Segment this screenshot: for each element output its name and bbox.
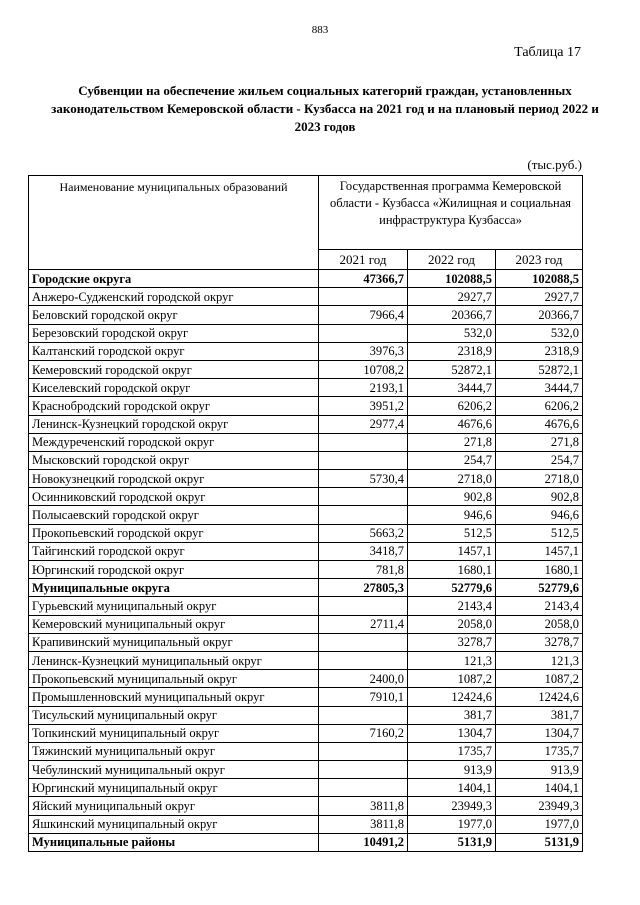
cell-2022: 512,5 <box>408 524 496 542</box>
table-row <box>29 651 583 669</box>
cell-2021: 47366,7 <box>319 270 408 288</box>
cell-2021: 2400,0 <box>319 670 408 688</box>
page-number: 883 <box>311 24 329 36</box>
cell-2022: 12424,6 <box>408 688 496 706</box>
cell-name: Чебулинский муниципальный округ <box>29 761 319 779</box>
cell-2022: 1680,1 <box>408 561 496 579</box>
cell-2022: 3278,7 <box>408 633 496 651</box>
cell-name: Крапивинский муниципальный округ <box>29 633 319 651</box>
cell-2023: 102088,5 <box>496 270 583 288</box>
cell-2022: 1457,1 <box>408 542 496 560</box>
cell-name: Прокопьевский муниципальный округ <box>29 670 319 688</box>
cell-2021 <box>319 433 408 451</box>
cell-2022: 52779,6 <box>408 579 496 597</box>
table-row <box>29 433 583 451</box>
cell-name: Анжеро-Судженский городской округ <box>29 288 319 306</box>
table-row <box>29 670 583 688</box>
cell-2021 <box>319 761 408 779</box>
cell-2023: 271,8 <box>496 433 583 451</box>
cell-2022: 1977,0 <box>408 815 496 833</box>
cell-2022: 913,9 <box>408 761 496 779</box>
cell-2022: 3444,7 <box>408 379 496 397</box>
table-row <box>29 524 583 542</box>
table-row <box>29 761 583 779</box>
table-row <box>29 306 583 324</box>
cell-2022: 2318,9 <box>408 342 496 360</box>
table-row <box>29 488 583 506</box>
table-row-group-total <box>29 579 583 597</box>
cell-name: Кемеровский муниципальный округ <box>29 615 319 633</box>
cell-name: Краснобродский городской округ <box>29 397 319 415</box>
cell-2023: 4676,6 <box>496 415 583 433</box>
table-row <box>29 597 583 615</box>
cell-2022: 23949,3 <box>408 797 496 815</box>
cell-2023: 532,0 <box>496 324 583 342</box>
cell-2021: 3418,7 <box>319 542 408 560</box>
cell-name: Кемеровский городской округ <box>29 360 319 378</box>
cell-2022: 52872,1 <box>408 360 496 378</box>
cell-2023: 121,3 <box>496 651 583 669</box>
cell-2023: 1735,7 <box>496 742 583 760</box>
table-row <box>29 415 583 433</box>
table-row <box>29 379 583 397</box>
cell-2023: 23949,3 <box>496 797 583 815</box>
cell-name: Гурьевский муниципальный округ <box>29 597 319 615</box>
subventions-table <box>28 175 583 852</box>
cell-2021: 10491,2 <box>319 833 408 851</box>
table-row <box>29 451 583 469</box>
table-row <box>29 688 583 706</box>
cell-2023: 12424,6 <box>496 688 583 706</box>
column-header-program: Государственная программа Кемеровской области - Кузбасса «Жилищная и социальная инфраструктура Кузбасса» <box>319 176 583 250</box>
cell-name: Промышленновский муниципальный округ <box>29 688 319 706</box>
cell-2021: 27805,3 <box>319 579 408 597</box>
cell-2021 <box>319 651 408 669</box>
cell-2021: 3811,8 <box>319 797 408 815</box>
column-header-name: Наименование муниципальных образований <box>29 176 319 270</box>
column-header-2022: 2022 год <box>408 250 496 270</box>
table-row <box>29 470 583 488</box>
cell-name: Киселевский городской округ <box>29 379 319 397</box>
table-row <box>29 360 583 378</box>
cell-2022: 4676,6 <box>408 415 496 433</box>
cell-2021: 3976,3 <box>319 342 408 360</box>
cell-name: Калтанский городской округ <box>29 342 319 360</box>
cell-name: Междуреченский городской округ <box>29 433 319 451</box>
cell-2022: 121,3 <box>408 651 496 669</box>
cell-2022: 1735,7 <box>408 742 496 760</box>
table-body <box>29 270 583 852</box>
cell-2023: 254,7 <box>496 451 583 469</box>
table-row <box>29 633 583 651</box>
cell-name: Топкинский муниципальный округ <box>29 724 319 742</box>
cell-name: Юргинский городской округ <box>29 561 319 579</box>
cell-2021 <box>319 324 408 342</box>
table-row <box>29 342 583 360</box>
cell-2022: 102088,5 <box>408 270 496 288</box>
cell-2021: 3951,2 <box>319 397 408 415</box>
cell-2022: 254,7 <box>408 451 496 469</box>
cell-2022: 20366,7 <box>408 306 496 324</box>
cell-name: Тисульский муниципальный округ <box>29 706 319 724</box>
cell-2023: 1457,1 <box>496 542 583 560</box>
table-row <box>29 797 583 815</box>
table-row <box>29 324 583 342</box>
table-label: Таблица 17 <box>514 45 581 60</box>
cell-2023: 2927,7 <box>496 288 583 306</box>
cell-2022: 6206,2 <box>408 397 496 415</box>
cell-2021: 781,8 <box>319 561 408 579</box>
cell-2022: 2058,0 <box>408 615 496 633</box>
cell-name: Муниципальные округа <box>29 579 319 597</box>
cell-2023: 3444,7 <box>496 379 583 397</box>
table-row <box>29 779 583 797</box>
cell-2022: 381,7 <box>408 706 496 724</box>
cell-name: Ленинск-Кузнецкий городской округ <box>29 415 319 433</box>
cell-2021: 7160,2 <box>319 724 408 742</box>
table-row <box>29 506 583 524</box>
cell-name: Осинниковский городской округ <box>29 488 319 506</box>
table-row <box>29 706 583 724</box>
cell-name: Мысковский городской округ <box>29 451 319 469</box>
cell-name: Новокузнецкий городской округ <box>29 470 319 488</box>
table-row <box>29 288 583 306</box>
table-row <box>29 397 583 415</box>
cell-2022: 2927,7 <box>408 288 496 306</box>
cell-2022: 1087,2 <box>408 670 496 688</box>
cell-2021: 7966,4 <box>319 306 408 324</box>
cell-2021: 5663,2 <box>319 524 408 542</box>
table-row <box>29 615 583 633</box>
cell-2022: 532,0 <box>408 324 496 342</box>
cell-2021 <box>319 506 408 524</box>
cell-name: Тайгинский городской округ <box>29 542 319 560</box>
table-row <box>29 742 583 760</box>
cell-2022: 902,8 <box>408 488 496 506</box>
cell-name: Юргинский муниципальный округ <box>29 779 319 797</box>
cell-name: Ленинск-Кузнецкий муниципальный округ <box>29 651 319 669</box>
cell-2021: 2711,4 <box>319 615 408 633</box>
cell-name: Прокопьевский городской округ <box>29 524 319 542</box>
cell-2021: 5730,4 <box>319 470 408 488</box>
cell-2021: 2977,4 <box>319 415 408 433</box>
cell-2021 <box>319 742 408 760</box>
cell-2021: 7910,1 <box>319 688 408 706</box>
cell-2023: 512,5 <box>496 524 583 542</box>
cell-name: Муниципальные районы <box>29 833 319 851</box>
cell-2023: 1404,1 <box>496 779 583 797</box>
cell-name: Полысаевский городской округ <box>29 506 319 524</box>
cell-2022: 5131,9 <box>408 833 496 851</box>
cell-2022: 2143,4 <box>408 597 496 615</box>
cell-2023: 52779,6 <box>496 579 583 597</box>
cell-2023: 6206,2 <box>496 397 583 415</box>
cell-name: Городские округа <box>29 270 319 288</box>
cell-name: Тяжинский муниципальный округ <box>29 742 319 760</box>
cell-2023: 2058,0 <box>496 615 583 633</box>
table-row <box>29 542 583 560</box>
cell-2023: 2718,0 <box>496 470 583 488</box>
cell-2022: 1404,1 <box>408 779 496 797</box>
cell-name: Яшкинский муниципальный округ <box>29 815 319 833</box>
cell-2022: 1304,7 <box>408 724 496 742</box>
units-label: (тыс.руб.) <box>527 157 582 172</box>
cell-2023: 1977,0 <box>496 815 583 833</box>
cell-2021 <box>319 488 408 506</box>
cell-2023: 52872,1 <box>496 360 583 378</box>
table-row-group-total <box>29 833 583 851</box>
header-row <box>29 176 583 250</box>
cell-2021 <box>319 288 408 306</box>
table-row <box>29 724 583 742</box>
cell-2021 <box>319 706 408 724</box>
cell-2023: 1087,2 <box>496 670 583 688</box>
cell-2023: 946,6 <box>496 506 583 524</box>
cell-2021 <box>319 597 408 615</box>
cell-2023: 1304,7 <box>496 724 583 742</box>
cell-2023: 5131,9 <box>496 833 583 851</box>
cell-2022: 271,8 <box>408 433 496 451</box>
cell-2021 <box>319 451 408 469</box>
cell-name: Березовский городской округ <box>29 324 319 342</box>
cell-2023: 1680,1 <box>496 561 583 579</box>
table-row <box>29 815 583 833</box>
cell-2023: 2143,4 <box>496 597 583 615</box>
cell-2021 <box>319 633 408 651</box>
cell-2023: 20366,7 <box>496 306 583 324</box>
cell-2023: 3278,7 <box>496 633 583 651</box>
table-row <box>29 561 583 579</box>
cell-2021: 3811,8 <box>319 815 408 833</box>
cell-name: Беловский городской округ <box>29 306 319 324</box>
table-row-group-total <box>29 270 583 288</box>
cell-2021: 2193,1 <box>319 379 408 397</box>
cell-name: Яйский муниципальный округ <box>29 797 319 815</box>
cell-2021: 10708,2 <box>319 360 408 378</box>
cell-2023: 902,8 <box>496 488 583 506</box>
cell-2022: 946,6 <box>408 506 496 524</box>
cell-2021 <box>319 779 408 797</box>
cell-2023: 913,9 <box>496 761 583 779</box>
cell-2023: 381,7 <box>496 706 583 724</box>
cell-2022: 2718,0 <box>408 470 496 488</box>
document-title: Субвенции на обеспечение жильем социальных категорий граждан, установленных законодательством Кемеровской области - Кузбасса на 2021 год и на плановый период 2022 и 2023 годов <box>51 83 599 134</box>
column-header-2021: 2021 год <box>319 250 408 270</box>
cell-2023: 2318,9 <box>496 342 583 360</box>
column-header-2023: 2023 год <box>496 250 583 270</box>
